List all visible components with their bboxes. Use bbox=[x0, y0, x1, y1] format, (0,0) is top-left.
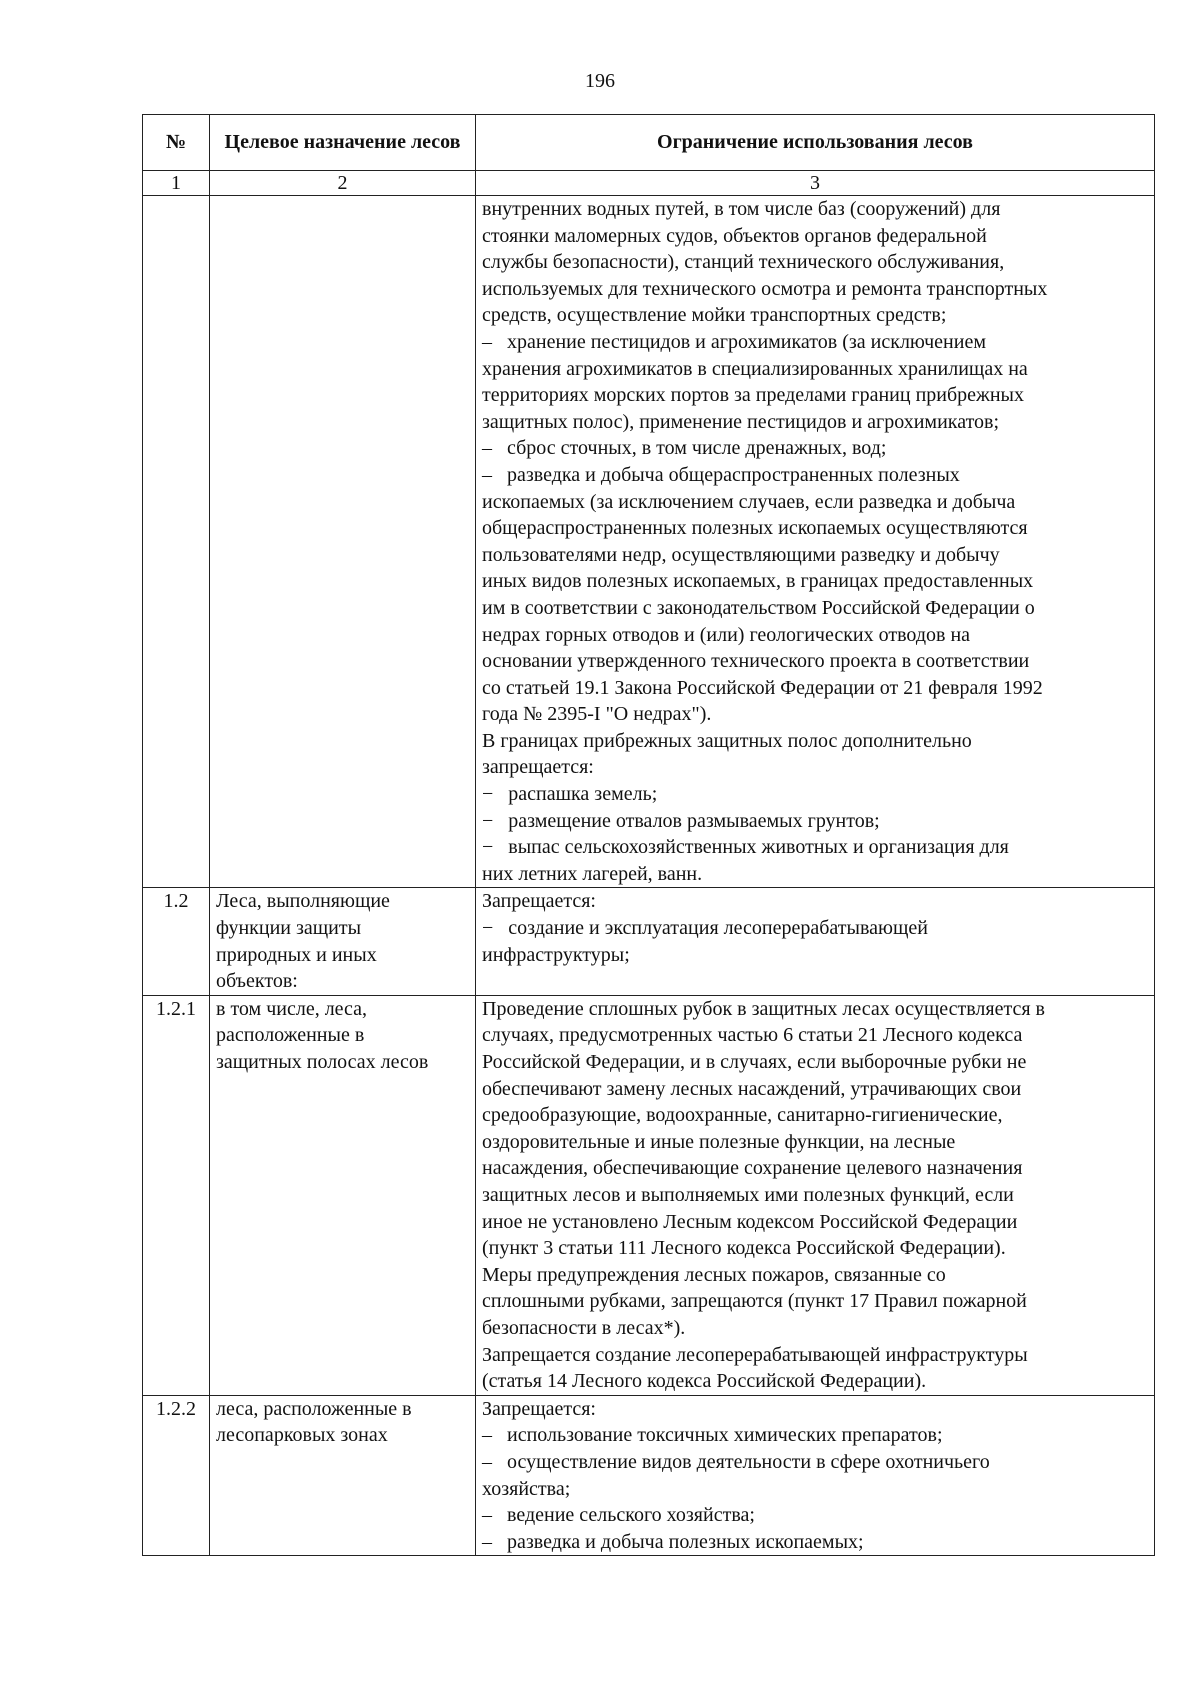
restriction-line: со статьей 19.1 Закона Российской Федерации от 21 февраля 1992 bbox=[482, 676, 1043, 699]
table-row bbox=[143, 888, 1155, 995]
purpose-line: лесопарковых зонах bbox=[216, 1424, 388, 1447]
restriction-line: внутренних водных путей, в том числе баз (сооружений) для bbox=[482, 198, 1001, 220]
restriction-line: средообразующие, водоохранные, санитарно-гигиенические, bbox=[482, 1104, 1003, 1127]
purpose-line: Леса, выполняющие bbox=[216, 890, 390, 913]
restriction-line: – хранение пестицидов и агрохимикатов (за исключением bbox=[482, 330, 986, 353]
restriction-line: службы безопасности), станций технического обслуживания, bbox=[482, 251, 1005, 274]
table-header-row bbox=[143, 115, 1155, 171]
restriction-cell bbox=[476, 1395, 1155, 1556]
column-numbers-row bbox=[143, 171, 1155, 196]
restriction-line: хозяйства; bbox=[482, 1477, 571, 1500]
restriction-line: оздоровительные и иные полезные функции, на лесные bbox=[482, 1130, 956, 1153]
purpose-line: природных и иных bbox=[216, 943, 377, 966]
row-number bbox=[143, 196, 210, 888]
restriction-line: Российской Федерации, и в случаях, если выборочные рубки не bbox=[482, 1051, 1027, 1073]
restriction-line: В границах прибрежных защитных полос дополнительно bbox=[482, 729, 972, 752]
restriction-line: средств, осуществление мойки транспортных средств; bbox=[482, 304, 947, 327]
header-purpose: Целевое назначение лесов bbox=[210, 115, 476, 171]
purpose-line: леса, расположенные в bbox=[216, 1397, 412, 1420]
restriction-line: – сброс сточных, в том числе дренажных, вод; bbox=[482, 437, 887, 460]
restriction-line: случаях, предусмотренных частью 6 статьи 21 Лесного кодекса bbox=[482, 1024, 1023, 1047]
restriction-line: них летних лагерей, ванн. bbox=[482, 862, 703, 885]
column-number: 1 bbox=[143, 171, 210, 196]
restriction-line: хранения агрохимикатов в специализированных хранилищах на bbox=[482, 357, 1028, 380]
restriction-line: Запрещается: bbox=[482, 890, 596, 913]
forest-purpose-cell bbox=[210, 888, 476, 995]
restriction-line: защитных лесов и выполняемых ими полезных функций, если bbox=[482, 1183, 1014, 1206]
table-row bbox=[143, 995, 1155, 1395]
restriction-line: запрещается: bbox=[482, 756, 594, 779]
restriction-line: обеспечивают замену лесных насаждений, утрачивающих свои bbox=[482, 1077, 1022, 1100]
table-row bbox=[143, 196, 1155, 888]
table-row bbox=[143, 1395, 1155, 1556]
restriction-line: защитных полос), применение пестицидов и агрохимикатов; bbox=[482, 410, 1000, 433]
restriction-line: – разведка и добыча полезных ископаемых; bbox=[482, 1530, 864, 1553]
restriction-line: иное не установлено Лесным кодексом Российской Федерации bbox=[482, 1210, 1018, 1233]
restriction-line: сплошными рубками, запрещаются (пункт 17 Правил пожарной bbox=[482, 1290, 1027, 1313]
restriction-line: − выпас сельскохозяйственных животных и организация для bbox=[482, 836, 1009, 859]
restriction-line: ископаемых (за исключением случаев, если разведка и добыча bbox=[482, 490, 1016, 513]
forest-purpose-cell bbox=[210, 196, 476, 888]
restriction-line: общераспространенных полезных ископаемых осуществляются bbox=[482, 517, 1028, 540]
purpose-line: защитных полосах лесов bbox=[216, 1051, 429, 1073]
restriction-line: Запрещается: bbox=[482, 1397, 596, 1420]
header-number: № bbox=[143, 115, 210, 171]
restriction-line: – ведение сельского хозяйства; bbox=[482, 1504, 755, 1527]
restriction-line: Запрещается создание лесоперерабатывающей инфраструктуры bbox=[482, 1343, 1028, 1366]
row-number: 1.2 bbox=[143, 888, 210, 995]
restriction-line: года № 2395-I "О недрах"). bbox=[482, 703, 712, 726]
table-body bbox=[143, 196, 1155, 1556]
restriction-line: территориях морских портов за пределами границ прибрежных bbox=[482, 384, 1024, 407]
restriction-line: – использование токсичных химических препаратов; bbox=[482, 1424, 943, 1447]
row-number: 1.2.1 bbox=[143, 995, 210, 1395]
restriction-line: недрах горных отводов и (или) геологических отводов на bbox=[482, 623, 971, 646]
forest-purpose-cell bbox=[210, 1395, 476, 1556]
purpose-line: в том числе, леса, bbox=[216, 997, 368, 1020]
column-number: 2 bbox=[210, 171, 476, 196]
restriction-line: − размещение отвалов размываемых грунтов; bbox=[482, 809, 880, 832]
restriction-line: − создание и эксплуатация лесоперерабатывающей bbox=[482, 917, 928, 940]
restriction-line: иных видов полезных ископаемых, в границах предоставленных bbox=[482, 570, 1034, 593]
restriction-line: – разведка и добыча общераспространенных полезных bbox=[482, 463, 960, 486]
restriction-line: насаждения, обеспечивающие сохранение целевого назначения bbox=[482, 1157, 1023, 1180]
column-number: 3 bbox=[476, 171, 1155, 196]
restriction-line: Меры предупреждения лесных пожаров, связанные со bbox=[482, 1263, 946, 1286]
header-restriction: Ограничение использования лесов bbox=[476, 115, 1155, 171]
forest-restrictions-table bbox=[142, 114, 1155, 1556]
purpose-line: расположенные в bbox=[216, 1024, 365, 1047]
restriction-line: (статья 14 Лесного кодекса Российской Федерации). bbox=[482, 1370, 927, 1393]
forest-purpose-cell bbox=[210, 995, 476, 1395]
purpose-line: объектов: bbox=[216, 970, 298, 993]
restriction-line: – осуществление видов деятельности в сфере охотничьего bbox=[482, 1450, 990, 1473]
restriction-line: безопасности в лесах*). bbox=[482, 1316, 686, 1339]
restriction-line: им в соответствии с законодательством Российской Федерации о bbox=[482, 596, 1035, 619]
restriction-line: Проведение сплошных рубок в защитных лесах осуществляется в bbox=[482, 997, 1045, 1020]
row-number: 1.2.2 bbox=[143, 1395, 210, 1556]
restriction-line: − распашка земель; bbox=[482, 783, 658, 806]
restriction-line: используемых для технического осмотра и ремонта транспортных bbox=[482, 277, 1048, 300]
restriction-cell bbox=[476, 888, 1155, 995]
purpose-line: функции защиты bbox=[216, 917, 362, 940]
restriction-cell bbox=[476, 995, 1155, 1395]
restriction-line: инфраструктуры; bbox=[482, 943, 630, 966]
page-number: 196 bbox=[585, 70, 615, 92]
restriction-line: (пункт 3 статьи 111 Лесного кодекса Российской Федерации). bbox=[482, 1237, 1006, 1260]
restriction-cell bbox=[476, 196, 1155, 888]
restriction-line: пользователями недр, осуществляющими разведку и добычу bbox=[482, 543, 1000, 566]
restriction-line: стоянки маломерных судов, объектов органов федеральной bbox=[482, 224, 987, 247]
restriction-line: основании утвержденного технического проекта в соответствии bbox=[482, 650, 1030, 673]
